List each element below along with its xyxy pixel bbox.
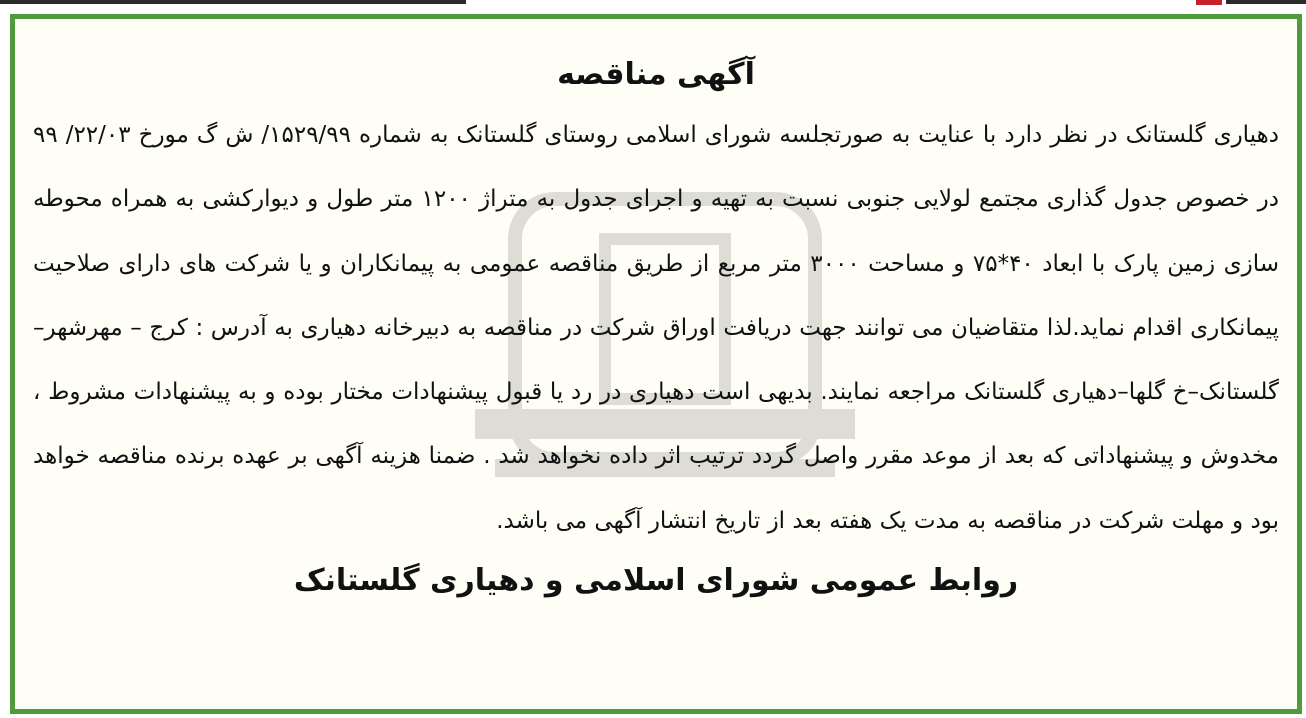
notice-frame — [10, 14, 1302, 714]
notice-body: دهیاری گلستانک در نظر دارد با عنایت به صورتجلسه شورای اسلامی روستای گلستانک به شماره ۱۵۲۹/۹۹/ ش گ مورخ ۲۲/۰۳/ ۹۹ در خصوص جدول گذاری مجتمع لولایی جنوبی نسبت به تهیه و اجرای جدول به متراژ ۱۲۰۰ متر طول و دیوارکشی به همراه محوطه سازی زمین پارک با ابعاد ۴۰*۷۵ و مساحت ۳۰۰۰ متر مربع از طریق مناقصه عمومی به پیمانکاران و یا شرکت های دارای صلاحیت پیمانکاری اقدام نماید.لذا متقاضیان می توانند جهت دریافت اوراق شرکت در مناقصه به دبیرخانه دهیاری به آدرس : کرج – مهرشهر– گلستانک–خ گلها–دهیاری گلستانک مراجعه نمایند. بدیهی است دهیاری در رد یا قبول پیشنهادات مختار بوده و به پیشنهادات مشروط ، مخدوش و پیشنهاداتی که بعد از موعد مقرر واصل گردد ترتیب اثر داده نخواهد شد . ضمنا هزینه آگهی بر عهده برنده مناقصه خواهد بود و مهلت شرکت در مناقصه به مدت یک هفته بعد از تاریخ انتشار آگهی می باشد. — [33, 122, 1280, 534]
top-divider-left — [0, 0, 466, 4]
notice-title: آگهی مناقصه — [557, 57, 755, 92]
notice-signature: روابط عمومی شورای اسلامی و دهیاری گلستانک — [293, 563, 1019, 599]
notice-content — [15, 19, 1297, 709]
red-marker — [1196, 0, 1222, 5]
top-divider-right — [1226, 0, 1306, 4]
